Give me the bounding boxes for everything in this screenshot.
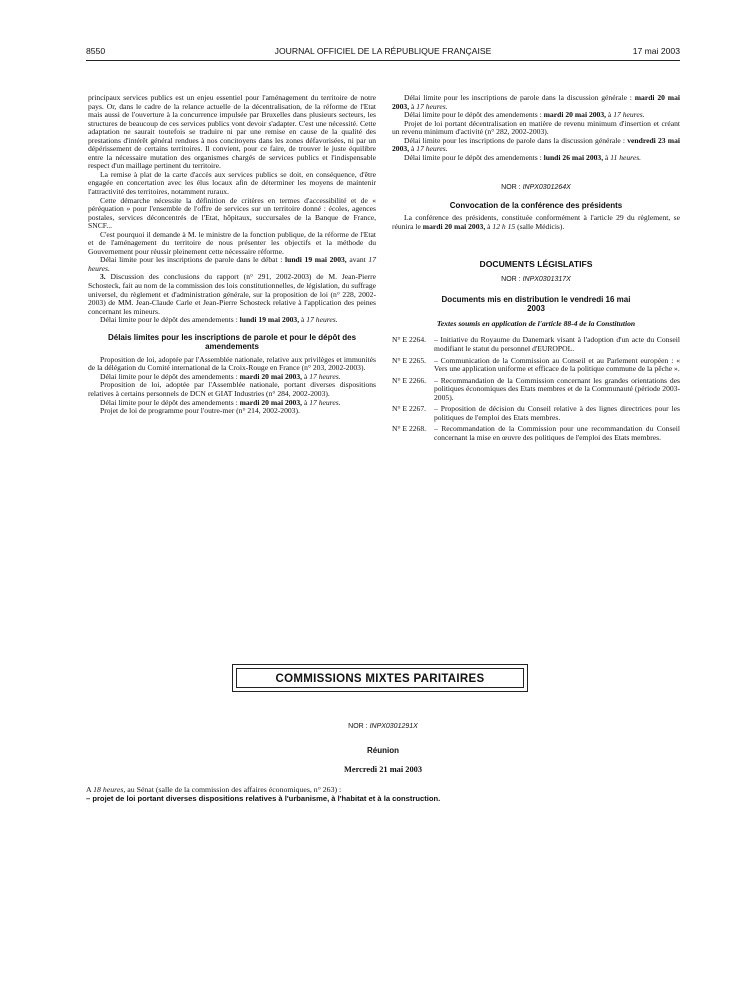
section-title: DOCUMENTS LÉGISLATIFS xyxy=(479,258,593,269)
document-list xyxy=(392,336,680,442)
convocation-paragraph: La conférence des présidents, constituée conformément à l'article 29 du règlement, se réunira le mardi 20 mai 2003, à 12 h 15 (salle Médicis). xyxy=(392,213,680,231)
deadline-paragraph: Délai limite pour le dépôt des amendements : mardi 20 mai 2003, à 17 heures. xyxy=(100,397,341,407)
nor-reference: NOR : INPX0301317X xyxy=(501,276,571,284)
document-description: – Initiative du Royaume du Danemark visant à l'adoption d'un acte du Conseil modifiant le statut du personnel d'EUROPOL. xyxy=(434,335,680,353)
document-number: N° E 2265. xyxy=(392,355,427,365)
document-entry xyxy=(392,405,680,422)
nor-reference: NOR : INPX0301291X xyxy=(348,723,418,730)
paragraph: C'est pourquoi il demande à M. le ministre de la fonction publique, de la réforme de l'Etat et de l'aménagement du territoire de nous présenter les objectifs et la méthode du Gouvernement pour réussir pleinement cette nécessaire réforme. xyxy=(88,229,376,256)
meeting-date: Mercredi 21 mai 2003 xyxy=(343,765,423,774)
commissions-title-box xyxy=(232,664,528,692)
deadline-paragraph: Délai limite pour les inscriptions de parole dans le débat : lundi 19 mai 2003, avant 17 heures. xyxy=(88,255,377,273)
agenda-item-3: 3. Discussion des conclusions du rapport (n° 291, 2002-2003) de M. Jean-Pierre Schosteck, fait au nom de la commission des lois constitutionnelles, de législation, du suffrage universel, du règlement et d'administration générale, sur la proposition de loi (n° 228, 2002-2003) de MM. Jean-Claude Carle et Jean-Pierre Schosteck relative à l'application des peines concernant les mineurs. xyxy=(88,272,376,316)
paragraph: La remise à plat de la carte d'accès aux services publics se doit, en conséquence, d'être engagée en concertation avec les élus locaux afin de déterminer les moyens de maintenir l'attractivité des territoires, notamment ruraux. xyxy=(88,169,376,197)
nor-reference: NOR : INPX0301264X xyxy=(501,184,571,192)
right-column xyxy=(392,94,680,445)
paragraph: Proposition de loi, adoptée par l'Assemblée nationale, relative aux privilèges et immunités de la délégation du Comité international de la Croix-Rouge en France (n° 203, 2002-2003). xyxy=(88,354,376,373)
paragraph: principaux services publics est un enjeu essentiel pour l'aménagement du territoire de notre pays. Or, dans le cadre de la relance actuelle de la décentralisation, de la réforme de l'Etat mais aussi de l'ouverture à la concurrence impulsée par Bruxelles dans plusieurs secteurs, les structures de beaucoup de ces services publics vont devoir s'adapter. C'est une nécessité. Cette adaptation ne saurait toutefois se traduire ni par une remise en cause de la qualité des prestations d'intérêt général rendues à nos concitoyens dans les zones défavorisées, ni par un dépérissement de certains territoires. Il convient, pour ce faire, de trouver le juste équilibre entre la nécessaire mutation des organismes chargés de services publics et l'indispensable respect d'un maillage pertinent du territoire. xyxy=(88,93,376,171)
page-header xyxy=(86,46,680,60)
section-subheading: Textes soumis en application de l'article 88-4 de la Constitution xyxy=(436,318,636,328)
issue-date: 17 mai 2003 xyxy=(632,46,680,56)
deadline-paragraph: Délai limite pour le dépôt des amendements : mardi 20 mai 2003, à 17 heures. xyxy=(100,371,341,381)
document-number: N° E 2268. xyxy=(392,424,427,434)
meeting-agenda-item: – projet de loi portant diverses dispositions relatives à l'urbanisme, à l'habitat et à la construction. xyxy=(86,794,441,803)
document-description: – Recommandation de la Commission pour une recommandation du Conseil concernant la mise en œuvre des politiques de l'emploi des Etats membres. xyxy=(434,424,680,442)
meeting-location: A 18 heures, au Sénat (salle de la commission des affaires économiques, n° 263) : xyxy=(86,784,342,794)
paragraph: Projet de loi de programme pour l'outre-mer (n° 214, 2002-2003). xyxy=(100,406,300,416)
journal-title: JOURNAL OFFICIEL DE LA RÉPUBLIQUE FRANÇAISE xyxy=(274,46,492,56)
deadline-paragraph: Délai limite pour les inscriptions de parole dans la discussion générale : mardi 20 mai 2003, à 17 heures. xyxy=(392,93,680,111)
document-entry xyxy=(392,336,680,353)
document-entry xyxy=(392,357,680,374)
document-number: N° E 2264. xyxy=(392,335,427,345)
document-number: N° E 2266. xyxy=(392,375,427,385)
section-heading: Documents mis en distribution le vendredi 16 mai 2003 xyxy=(441,294,631,314)
document-description: – Recommandation de la Commission concernant les grandes orientations des politiques économiques des Etats membres et de la Communauté (période 2003-2005). xyxy=(434,375,680,402)
document-description: – Communication de la Commission au Conseil et au Parlement européen : « Vers une application uniforme et efficace de la politique commune de la pêche ». xyxy=(434,355,680,374)
section-heading: Convocation de la conférence des présidents xyxy=(449,200,623,210)
left-column xyxy=(88,94,376,416)
deadline-paragraph: Délai limite pour les inscriptions de parole dans la discussion générale : vendredi 23 mai 2003, à 17 heures. xyxy=(392,135,680,154)
commissions-section xyxy=(86,722,680,804)
paragraph: Proposition de loi, adoptée par l'Assemblée nationale, portant diverses dispositions relatives à certains personnels de DCN et GIAT Industries (n° 284, 2002-2003). xyxy=(88,380,376,398)
paragraph: Cette démarche nécessite la définition de critères en termes d'accessibilité et de « péréquation » pour l'ensemble de l'offre de services sur un territoire donné : écoles, agences postales, services déconcentrés de l'Etat, hôpitaux, succursales de la Banque de France, SNCF... xyxy=(88,195,376,231)
deadline-paragraph: Délai limite pour le dépôt des amendements : mardi 20 mai 2003, à 17 heures. xyxy=(404,110,645,120)
header-rule xyxy=(86,60,680,61)
document-entry xyxy=(392,425,680,442)
deadline-paragraph: Délai limite pour le dépôt des amendements : lundi 26 mai 2003, à 11 heures. xyxy=(404,152,642,162)
paragraph: Projet de loi portant décentralisation en matière de revenu minimum d'insertion et créant un revenu minimum d'activité (n° 282, 2002-2003). xyxy=(392,118,680,137)
page-number: 8550 xyxy=(86,46,106,56)
deadline-paragraph: Délai limite pour le dépôt des amendements : lundi 19 mai 2003, à 17 heures. xyxy=(100,315,338,325)
commissions-title: COMMISSIONS MIXTES PARITAIRES xyxy=(236,668,524,688)
section-heading: Délais limites pour les inscriptions de parole et pour le dépôt des amendements xyxy=(107,332,357,352)
meeting-heading: Réunion xyxy=(367,745,399,755)
document-description: – Proposition de décision du Conseil relative à des lignes directrices pour les politiques de l'emploi des Etats membres. xyxy=(434,404,680,422)
document-number: N° E 2267. xyxy=(392,404,427,414)
document-entry xyxy=(392,377,680,403)
